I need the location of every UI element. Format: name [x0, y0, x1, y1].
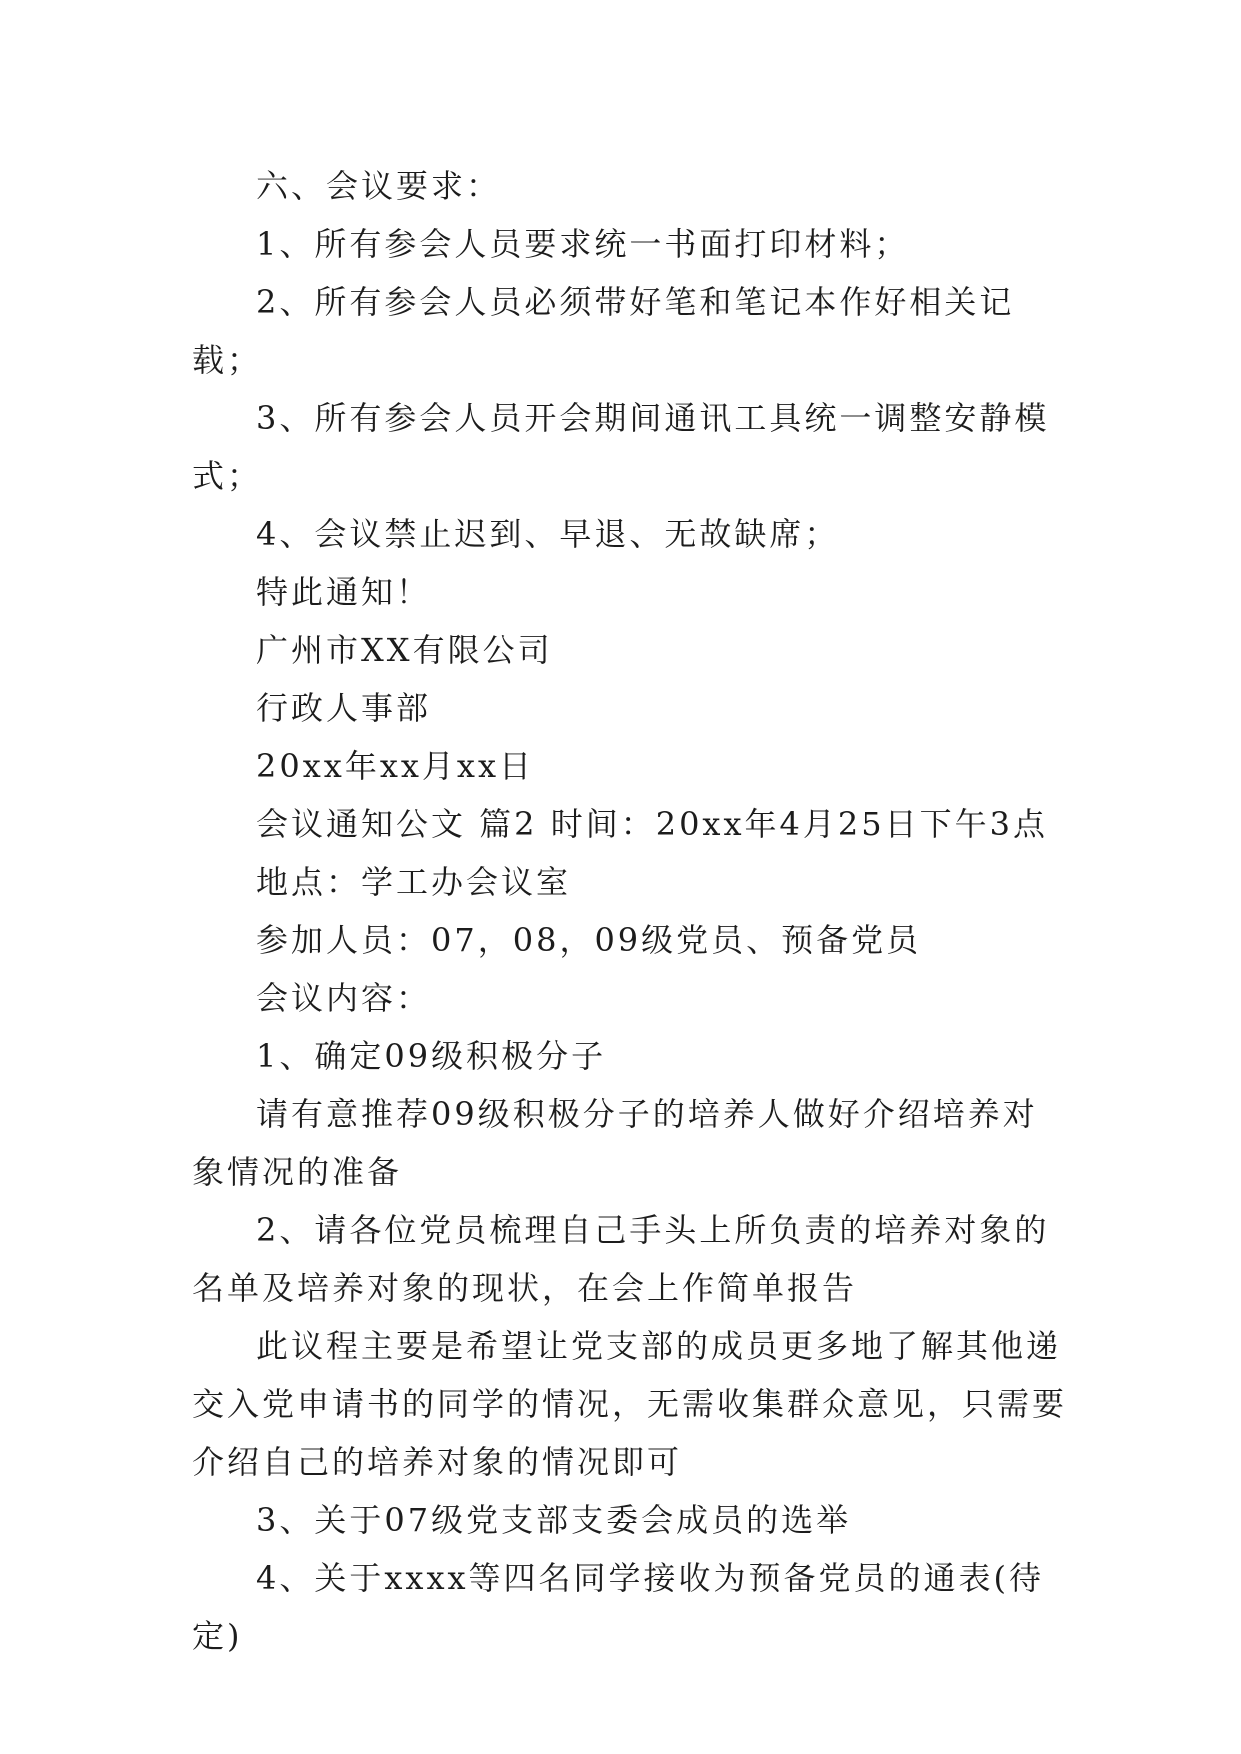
- closing-notice: 特此通知！: [256, 573, 432, 611]
- requirement-item-2: 2、所有参会人员必须带好笔和笔记本作好相关记载；: [192, 283, 1015, 379]
- department-name: 行政人事部: [256, 689, 432, 727]
- content-item-3: 3、关于07级党支部支委会成员的选举: [256, 1501, 852, 1539]
- requirement-item-1: 1、所有参会人员要求统一书面打印材料；: [256, 225, 910, 263]
- requirement-item-3: 3、所有参会人员开会期间通讯工具统一调整安静模式；: [192, 399, 1050, 495]
- meeting-location: 地点：学工办会议室: [256, 863, 572, 901]
- content-item-1: 1、确定09级积极分子: [256, 1037, 607, 1075]
- issue-date: 20xx年xx月xx日: [256, 747, 535, 785]
- content-item-4: 4、关于xxxx等四名同学接收为预备党员的通表(待定): [192, 1559, 1045, 1655]
- content-item-2: 2、请各位党员梳理自己手头上所负责的培养对象的名单及培养对象的现状，在会上作简单报告: [192, 1211, 1050, 1307]
- section-heading-requirements: 六、会议要求：: [256, 167, 502, 205]
- meeting-content-heading: 会议内容：: [256, 979, 432, 1017]
- document-body: [192, 157, 1072, 1665]
- notice-title-time: 会议通知公文 篇2 时间：20xx年4月25日下午3点: [256, 805, 1048, 843]
- company-name: 广州市XX有限公司: [256, 631, 553, 669]
- meeting-attendees: 参加人员：07，08，09级党员、预备党员: [256, 921, 922, 959]
- content-item-2-detail: 此议程主要是希望让党支部的成员更多地了解其他递交入党申请书的同学的情况，无需收集群众意见，只需要介绍自己的培养对象的情况即可: [192, 1327, 1068, 1481]
- content-item-1-detail: 请有意推荐09级积极分子的培养人做好介绍培养对象情况的准备: [192, 1095, 1038, 1191]
- requirement-item-4: 4、会议禁止迟到、早退、无故缺席；: [256, 515, 840, 553]
